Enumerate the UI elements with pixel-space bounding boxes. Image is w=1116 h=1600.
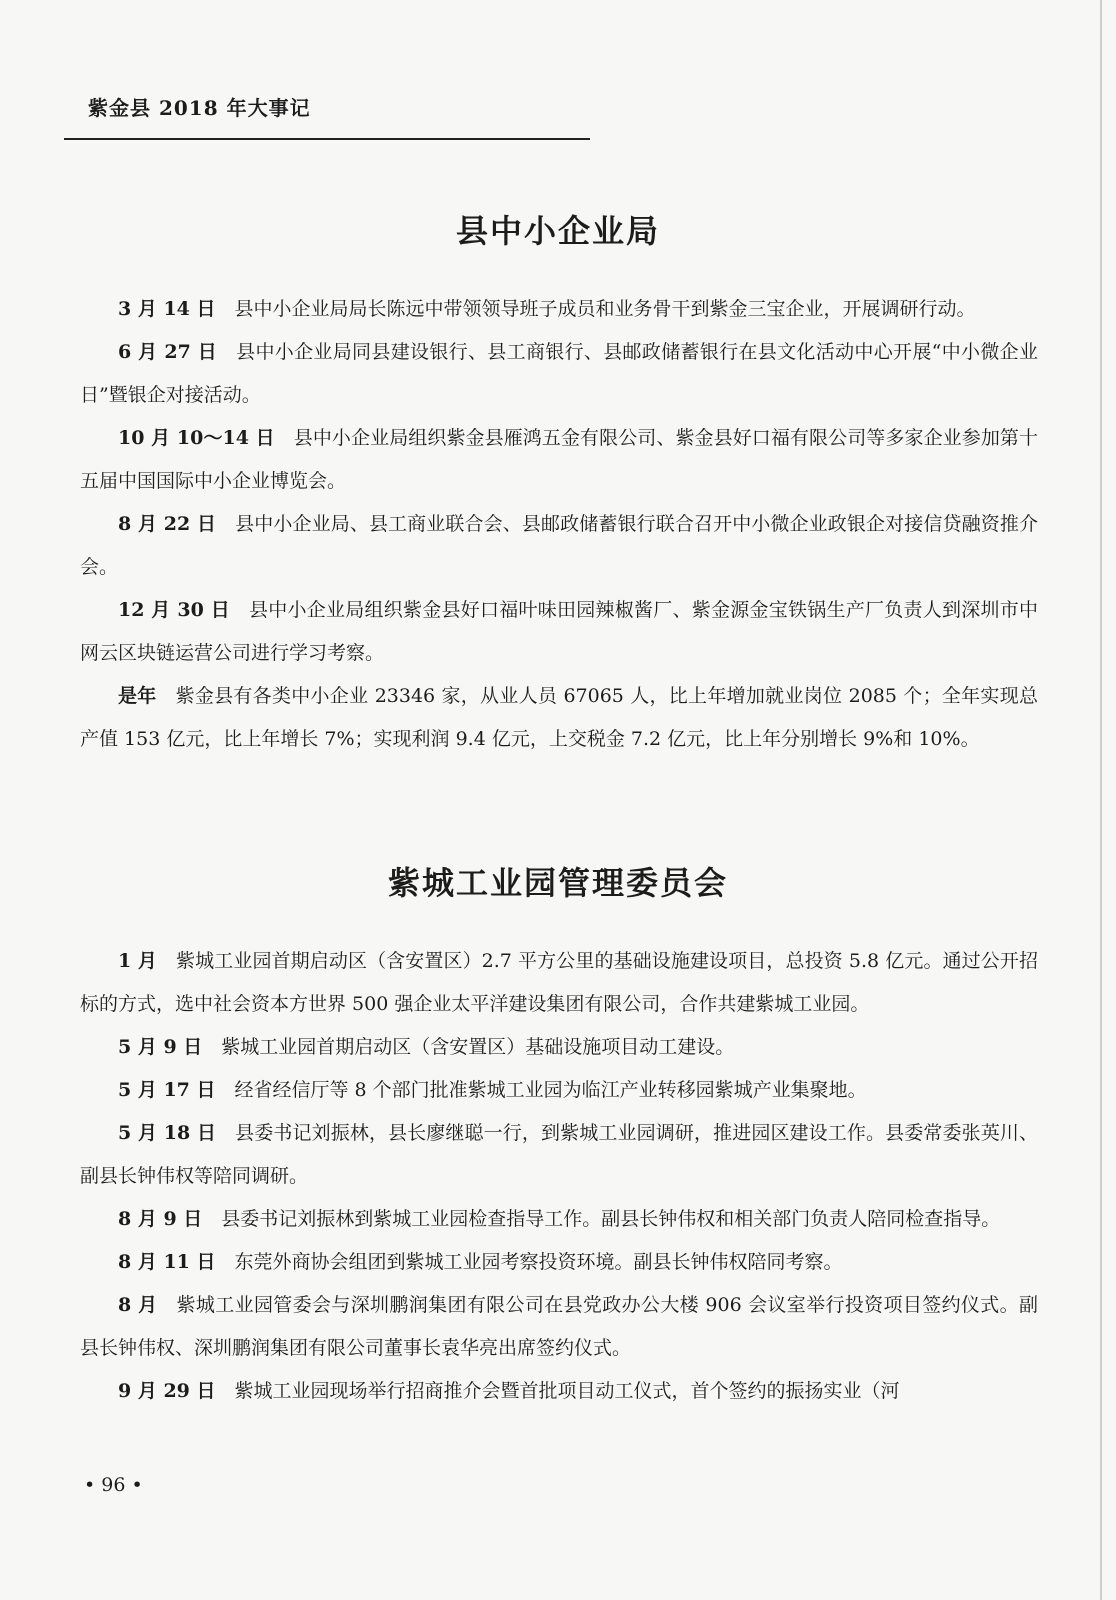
entry-text: 紫城工业园首期启动区（含安置区）基础设施项目动工建设。 (221, 1036, 735, 1058)
entry-date: 9 月 29 日 (118, 1380, 216, 1402)
entry-date: 3 月 14 日 (118, 298, 216, 320)
entry-date: 6 月 27 日 (118, 341, 218, 363)
entry-date: 8 月 22 日 (118, 513, 217, 535)
entry (80, 417, 1038, 503)
section-title-sme-bureau: 县中小企业局 (455, 212, 660, 250)
entry-date: 5 月 18 日 (118, 1122, 217, 1144)
entry (80, 1198, 1038, 1241)
entry-text: 县中小企业局组织紫金县好口福叶味田园辣椒酱厂、紫金源金宝铁锅生产厂负责人到深圳市中网云区块链运营公司进行学习考察。 (80, 599, 1038, 664)
entry (80, 589, 1038, 675)
entry-text: 县中小企业局、县工商业联合会、县邮政储蓄银行联合召开中小微企业政银企对接信贷融资推介会。 (80, 513, 1038, 578)
section-industrial-park-entries (80, 940, 1038, 1413)
entry (80, 1026, 1038, 1069)
section-sme-bureau-entries (80, 288, 1038, 761)
section-title-industrial-park: 紫城工业园管理委员会 (387, 864, 728, 902)
entry-date: 1 月 (118, 950, 158, 972)
entry (80, 331, 1038, 417)
entry-text: 县委书记刘振林到紫城工业园检查指导工作。副县长钟伟权和相关部门负责人陪同检查指导。 (221, 1208, 1001, 1230)
entry-date: 8 月 (118, 1294, 158, 1316)
entry-date: 8 月 9 日 (118, 1208, 203, 1230)
page-number: • 96 • (84, 1474, 143, 1496)
entry-text: 县中小企业局组织紫金县雁鸿五金有限公司、紫金县好口福有限公司等多家企业参加第十五届中国国际中小企业博览会。 (80, 427, 1038, 492)
entry (80, 288, 1038, 331)
entry-text: 县委书记刘振林，县长廖继聪一行，到紫城工业园调研，推进园区建设工作。县委常委张英川、副县长钟伟权等陪同调研。 (80, 1122, 1038, 1187)
entry (80, 1370, 1038, 1413)
entry-text: 经省经信厅等 8 个部门批准紫城工业园为临江产业转移园紫城产业集聚地。 (234, 1079, 867, 1101)
entry-text: 紫城工业园管委会与深圳鹏润集团有限公司在县党政办公大楼 906 会议室举行投资项目签约仪式。副县长钟伟权、深圳鹏润集团有限公司董事长袁华亮出席签约仪式。 (80, 1294, 1038, 1359)
entry-text: 县中小企业局局长陈远中带领领导班子成员和业务骨干到紫金三宝企业，开展调研行动。 (234, 298, 976, 320)
entry-text: 紫城工业园首期启动区（含安置区）2.7 平方公里的基础设施建设项目，总投资 5.8 亿元。通过公开招标的方式，选中社会资本方世界 500 强企业太平洋建设集团有限公司，合作共建紫城工业园。 (80, 950, 1038, 1015)
entry-date: 5 月 17 日 (118, 1079, 216, 1101)
entry-date: 8 月 11 日 (118, 1251, 216, 1273)
running-header: 紫金县 2018 年大事记 (88, 96, 311, 120)
entry-date: 12 月 30 日 (118, 599, 230, 621)
entry-date: 5 月 9 日 (118, 1036, 203, 1058)
header-rule (64, 138, 590, 140)
entry (80, 1284, 1038, 1370)
entry-date: 是年 (118, 685, 157, 707)
entry (80, 1069, 1038, 1112)
scan-edge-line (1100, 0, 1102, 1600)
entry (80, 1112, 1038, 1198)
entry (80, 503, 1038, 589)
entry-text: 紫金县有各类中小企业 23346 家，从业人员 67065 人，比上年增加就业岗位 2085 个；全年实现总产值 153 亿元，比上年增长 7%；实现利润 9.4 亿元，上交税金 7.2 亿元，比上年分别增长 9%和 10%。 (80, 685, 1038, 750)
entry-text: 东莞外商协会组团到紫城工业园考察投资环境。副县长钟伟权陪同考察。 (234, 1251, 843, 1273)
entry-text: 紫城工业园现场举行招商推介会暨首批项目动工仪式，首个签约的振扬实业（河 (234, 1380, 900, 1402)
entry-text: 县中小企业局同县建设银行、县工商银行、县邮政储蓄银行在县文化活动中心开展“中小微企业日”暨银企对接活动。 (80, 341, 1039, 406)
entry-date: 10 月 10～14 日 (118, 427, 275, 449)
entry (80, 940, 1038, 1026)
entry (80, 675, 1038, 761)
entry (80, 1241, 1038, 1284)
